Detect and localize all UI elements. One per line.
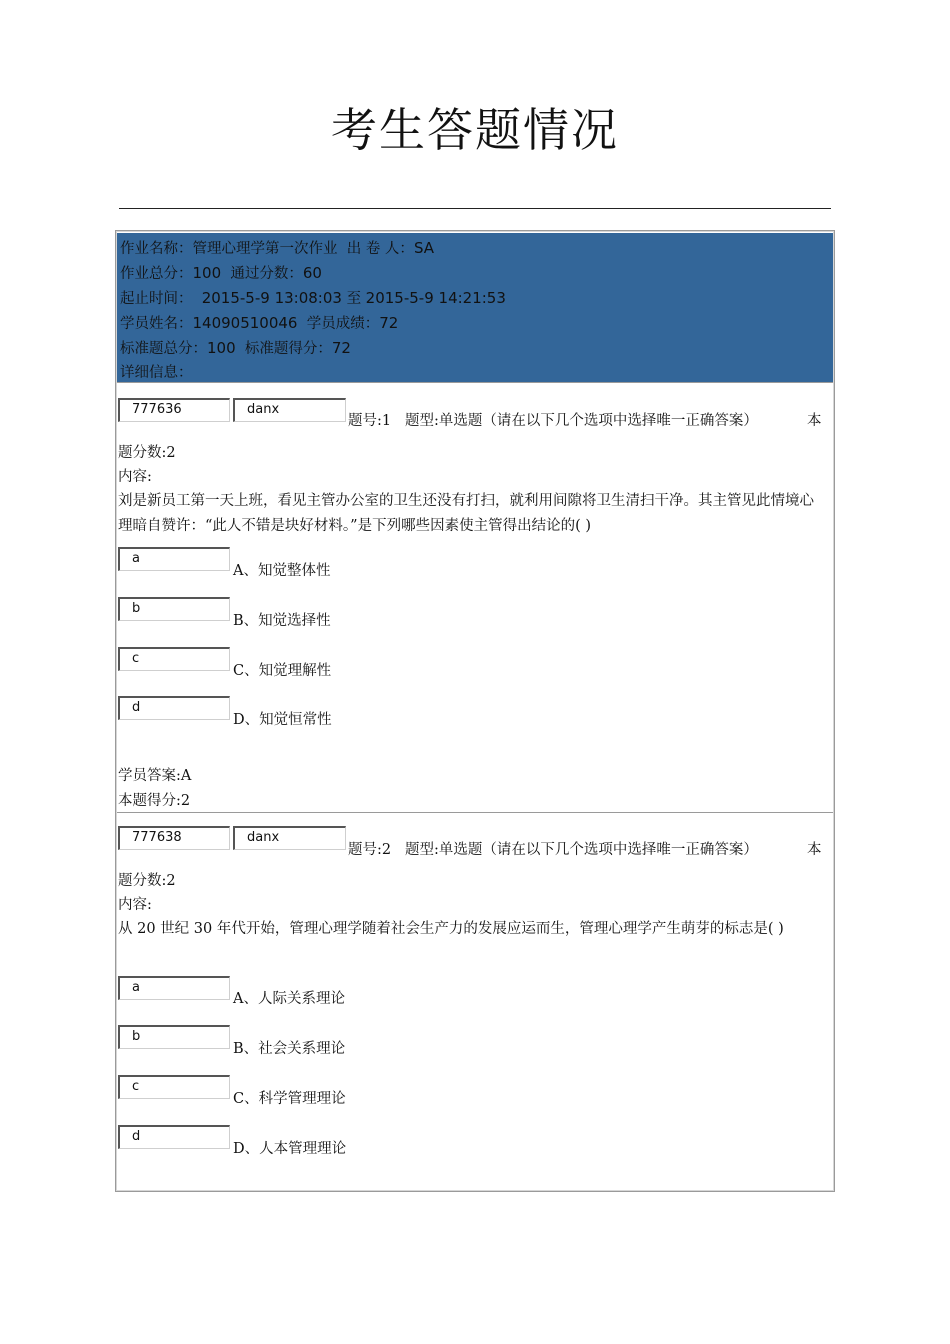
total-value: 100 — [192, 264, 222, 282]
question-kind-field[interactable]: danx — [233, 826, 346, 850]
std-score-value: 72 — [331, 339, 351, 357]
question-content: 刘是新员工第一天上班，看见主管办公室的卫生还没有打扫，就利用间隙将卫生清扫干净。其主管见此情境心理暗自赞许：“此人不错是块好材料。”是下列哪些因素使主管得出结论的( ) — [118, 493, 814, 534]
pass-value: 60 — [302, 264, 322, 282]
option-b-field[interactable]: b — [118, 1025, 230, 1049]
std-score-label: 标准题得分： — [244, 341, 332, 357]
time-label: 起止时间： — [120, 291, 193, 307]
student-answer: 学员答案:A — [118, 768, 192, 784]
header-row-assignment — [120, 238, 434, 259]
question-number-label: 题号:1 — [348, 413, 392, 429]
score-label: 学员成绩： — [306, 316, 380, 332]
header-row-standard — [120, 338, 351, 359]
option-c-field[interactable]: c — [118, 1075, 230, 1099]
author-label: 出 卷 人： — [346, 241, 414, 257]
page-title: 考生答题情况 — [331, 103, 619, 157]
author-value: SA — [413, 239, 434, 257]
option-c-text: C、科学管理理论 — [233, 1091, 346, 1107]
question-number — [348, 840, 758, 860]
option-d-field[interactable]: d — [118, 696, 230, 720]
assignment-name: 管理心理学第一次作业 — [192, 241, 338, 257]
content-label: 内容: — [118, 897, 152, 913]
option-d-text: D、知觉恒常性 — [233, 712, 332, 728]
start-time: 2015-5-9 13:08:03 — [201, 289, 342, 307]
title-divider — [119, 208, 831, 209]
question-score: 题分数:2 — [118, 445, 176, 461]
option-d-field[interactable]: d — [118, 1125, 230, 1149]
std-total-value: 100 — [207, 339, 236, 357]
total-label: 作业总分： — [120, 266, 193, 282]
question-score: 题分数:2 — [118, 873, 176, 889]
content-label: 内容: — [118, 469, 152, 485]
question-number-label: 题号:2 — [348, 842, 392, 858]
question-block-2 — [117, 814, 833, 1190]
option-d-text: D、人本管理理论 — [233, 1141, 347, 1157]
assignment-label: 作业名称： — [120, 241, 193, 257]
option-b-field[interactable]: b — [118, 597, 230, 621]
question-type-label: 题型:单选题（请在以下几个选项中选择唯一正确答案） — [404, 842, 758, 858]
question-id-field[interactable]: 777636 — [118, 398, 230, 422]
time-separator: 至 — [346, 291, 362, 307]
option-c-field[interactable]: c — [118, 647, 230, 671]
question-number — [348, 411, 758, 431]
question-type-label: 题型:单选题（请在以下几个选项中选择唯一正确答案） — [404, 413, 758, 429]
header-row-time — [120, 288, 506, 309]
option-a-field[interactable]: a — [118, 976, 230, 1000]
question-score-prefix: 本 — [807, 842, 822, 858]
option-b-text: B、知觉选择性 — [233, 613, 331, 629]
option-b-text: B、社会关系理论 — [233, 1041, 346, 1057]
question-got-score: 本题得分:2 — [118, 793, 191, 809]
option-a-field[interactable]: a — [118, 547, 230, 571]
student-value: 14090510046 — [192, 314, 298, 332]
option-c-text: C、知觉理解性 — [233, 663, 332, 679]
option-a-text: A、人际关系理论 — [233, 991, 345, 1007]
score-value: 72 — [379, 314, 399, 332]
end-time: 2015-5-9 14:21:53 — [365, 289, 506, 307]
std-total-label: 标准题总分： — [120, 341, 207, 357]
student-label: 学员姓名： — [120, 316, 193, 332]
question-score-prefix: 本 — [807, 413, 822, 429]
pass-label: 通过分数： — [230, 266, 303, 282]
header-row-student — [120, 313, 398, 334]
question-content: 从 20 世纪 30 年代开始，管理心理学随着社会生产力的发展应运而生，管理心理学产生萌芽的标志是( ) — [118, 921, 784, 937]
question-id-field[interactable]: 777638 — [118, 826, 230, 850]
detail-label: 详细信息： — [120, 365, 193, 381]
question-block-1 — [117, 385, 833, 813]
option-a-text: A、知觉整体性 — [233, 563, 331, 579]
question-kind-field[interactable]: danx — [233, 398, 346, 422]
summary-header — [117, 233, 833, 383]
header-row-scores — [120, 263, 322, 284]
